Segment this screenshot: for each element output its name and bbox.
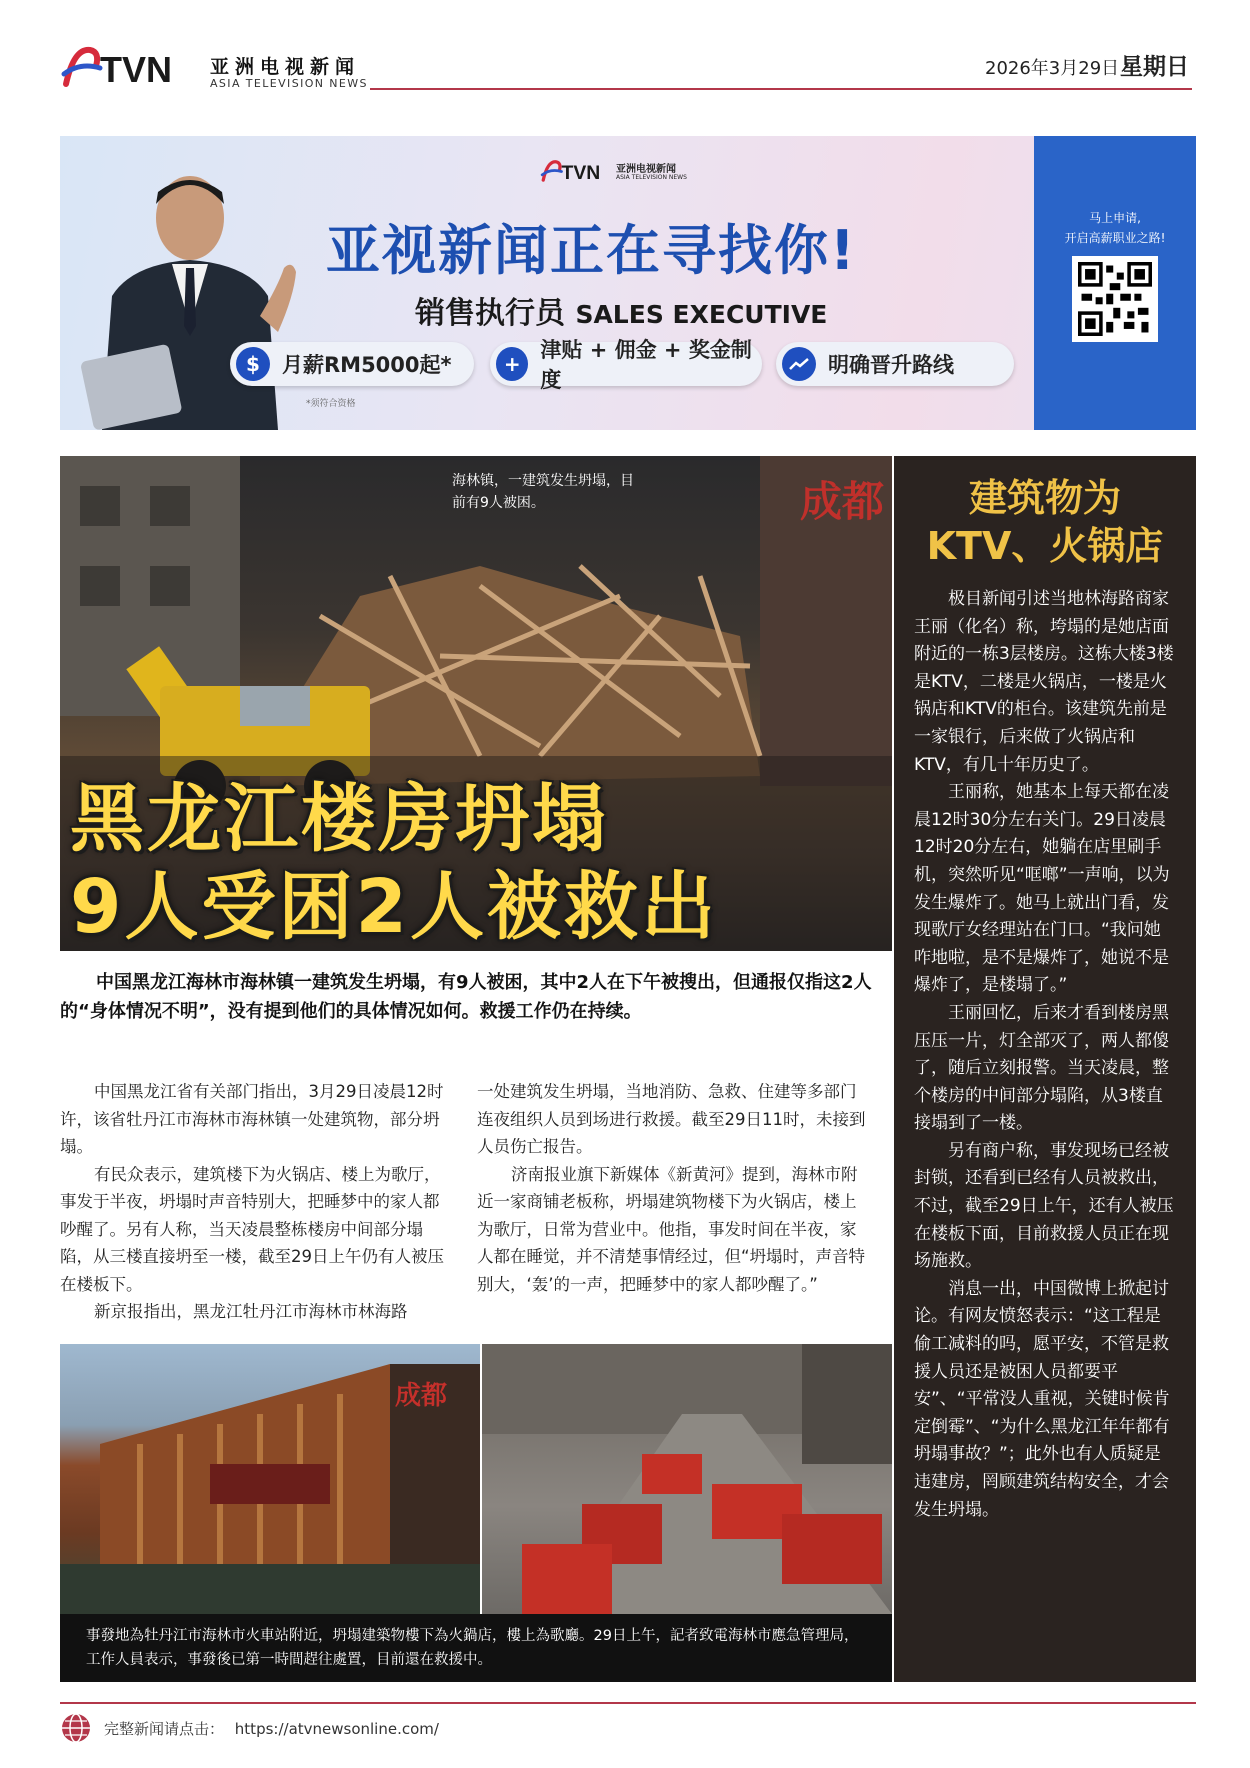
sidebar-body xyxy=(914,586,1176,1524)
ad-eligibility-note: *须符合资格 xyxy=(306,399,356,409)
svg-text:成都: 成都 xyxy=(395,1381,448,1411)
body-paragraph: 济南报业旗下新媒体《新黄河》提到，海林市附近一家商铺老板称，坍塌建筑物楼下为火锅店，楼上为歌厅，日常为营业中。他指，事发时间在半夜，家人都在睡觉，并不清楚事情经过，但“坍塌时，声音特别大，‘轰’的一声，把睡梦中的家人都吵醒了。” xyxy=(477,1164,866,1294)
bottom-photo-caption: 事發地為牡丹江市海林市火車站附近，坍塌建築物樓下為火鍋店，樓上為歌廳。29日上午，記者致電海林市應急管理局，工作人員表示，事發後已第一時間趕往處置，目前還在救援中。 xyxy=(60,1614,892,1682)
rescue-vehicles-photo xyxy=(482,1344,892,1614)
photo-caption xyxy=(452,470,692,514)
lead-paragraph: 中国黑龙江海林市海林镇一建筑发生坍塌，有9人被困，其中2人在下午被搜出，但通报仅指这2人的“身体情况不明”，没有提到他们的具体情况如何。救援工作仍在持续。 xyxy=(60,972,872,1022)
svg-text:TVN: TVN xyxy=(561,162,601,184)
sidebar-title-line2: KTV、火锅店 xyxy=(926,524,1164,568)
footer-url-link[interactable]: https://atvnewsonline.com/ xyxy=(234,1720,439,1738)
body-column-2 xyxy=(477,1078,872,1298)
storefront-illustration xyxy=(60,1344,480,1614)
ad-job-title xyxy=(415,288,827,332)
benefit-salary xyxy=(230,342,474,386)
ad-title: 亚视新闻正在寻找你! xyxy=(326,219,857,282)
svg-text:TVN: TVN xyxy=(100,49,172,90)
fire-trucks-illustration xyxy=(482,1344,892,1614)
benefit-allowance xyxy=(490,338,762,392)
headline-line2: 9人受困2人被救出 xyxy=(70,864,718,950)
ad-atvn-logo-icon xyxy=(540,158,610,184)
photo-caption-line1: 海林镇，一建筑发生坍塌，目 xyxy=(452,473,634,489)
footer-label: 完整新闻请点击： xyxy=(104,1720,225,1738)
benefit-salary-label: 月薪RM5000起* xyxy=(282,353,452,377)
photo-caption-line2: 前有9人被困。 xyxy=(452,495,545,511)
body-paragraph: 新京报指出，黑龙江牡丹江市海林市林海路 xyxy=(94,1302,408,1321)
atvn-logo[interactable] xyxy=(60,44,190,90)
ad-logo-en: ASIA TELEVISION NEWS xyxy=(616,174,687,181)
ad-apply-text xyxy=(1034,208,1196,248)
presenter-photo xyxy=(72,156,302,430)
trend-up-icon xyxy=(782,347,816,381)
benefit-promotion-label: 明确晋升路线 xyxy=(828,353,954,377)
body-paragraph: 中国黑龙江省有关部门指出，3月29日凌晨12时许，该省牡丹江市海林市海林镇一处建筑物，部分坍塌。 xyxy=(60,1082,444,1156)
header-divider xyxy=(370,88,1192,90)
ad-logo xyxy=(540,158,687,188)
svg-text:成都: 成都 xyxy=(800,477,885,526)
benefit-promotion xyxy=(776,342,1014,386)
footer-link-row xyxy=(104,1718,439,1739)
sidebar-paragraph: 极目新闻引述当地林海路商家王丽（化名）称，垮塌的是她店面附近的一栋3层楼房。这栋大楼3楼是KTV，二楼是火锅店，一楼是火锅店和KTV的柜台。该建筑先前是一家银行，后来做了火锅店和KTV，有几十年历史了。 xyxy=(914,589,1174,775)
dollar-icon: $ xyxy=(236,347,270,381)
brand-name-cn: 亚洲电视新闻 xyxy=(210,56,361,78)
ad-apply-line1: 马上申请, xyxy=(1089,211,1141,225)
ad-logo-cn: 亚洲电视新闻 xyxy=(616,164,676,175)
issue-date: 2026年3月29日 xyxy=(985,58,1120,79)
sidebar-title xyxy=(894,474,1196,570)
sidebar-paragraph: 另有商户称，事发现场已经被封锁，还看到已经有人员被救出，不过，截至29日上午，还有人被压在楼板下面，目前救援人员正在现场施救。 xyxy=(914,1140,1174,1272)
plus-icon: + xyxy=(496,347,528,381)
sidebar-story xyxy=(894,456,1196,1682)
hotpot-storefront-photo xyxy=(60,1344,480,1614)
collapse-site-photo xyxy=(60,456,892,951)
ad-apply-panel[interactable] xyxy=(1034,136,1196,430)
body-paragraph-continued: 一处建筑发生坍塌，当地消防、急救、住建等多部门连夜组织人员到场进行救援。截至29日11时，未接到人员伤亡报告。 xyxy=(477,1082,866,1156)
brand-name-en: ASIA TELEVISION NEWS xyxy=(210,77,368,90)
issue-weekday: 星期日 xyxy=(1120,54,1189,80)
ad-apply-line2: 开启高薪职业之路! xyxy=(1064,231,1166,245)
benefit-allowance-label: 津贴 + 佣金 + 奖金制度 xyxy=(540,338,752,392)
headline-line1: 黑龙江楼房坍塌 xyxy=(70,776,609,862)
ad-job-title-en: SALES EXECUTIVE xyxy=(575,300,828,329)
recruitment-ad-banner[interactable] xyxy=(60,136,1196,430)
qr-code-icon[interactable] xyxy=(1072,256,1158,342)
body-paragraph: 有民众表示，建筑楼下为火锅店、楼上为歌厅，事发于半夜，坍塌时声音特别大，把睡梦中的家人都吵醒了。另有人称，当天凌晨整栋楼房中间部分塌陷，从三楼直接坍至一楼，截至29日上午仍有人被压在楼板下。 xyxy=(60,1164,444,1294)
footer-divider xyxy=(60,1702,1196,1704)
sidebar-paragraph: 王丽称，她基本上每天都在凌晨12时30分左右关门。29日凌晨12时20分左右，她躺在店里刷手机，突然听见“哐啷”一声响，以为发生爆炸了。她马上就出门看，发现歌厅女经理站在门口。“我问她咋地啦，是不是爆炸了，她说不是爆炸了，是楼塌了。” xyxy=(914,782,1170,996)
sidebar-title-line1: 建筑物为 xyxy=(968,476,1121,520)
globe-icon xyxy=(60,1712,92,1744)
ad-job-title-cn: 销售执行员 xyxy=(415,296,565,331)
body-column-1 xyxy=(60,1078,455,1326)
sidebar-paragraph: 消息一出，中国微博上掀起讨论。有网友愤怒表示：“这工程是偷工减料的吗，愿平安，不管是救援人员还是被困人员都要平安”、“平常没人重视，关键时候肯定倒霉”、“为什么黑龙江年年都有坍塌事故？”；此外也有人质疑是违建房，罔顾建筑结构安全，才会发生坍塌。 xyxy=(914,1278,1170,1520)
sidebar-paragraph: 王丽回忆，后来才看到楼房黑压压一片，灯全部灭了，两人都傻了，随后立刻报警。当天凌晨，整个楼房的中间部分塌陷，从3楼直接塌到了一楼。 xyxy=(914,1002,1169,1134)
